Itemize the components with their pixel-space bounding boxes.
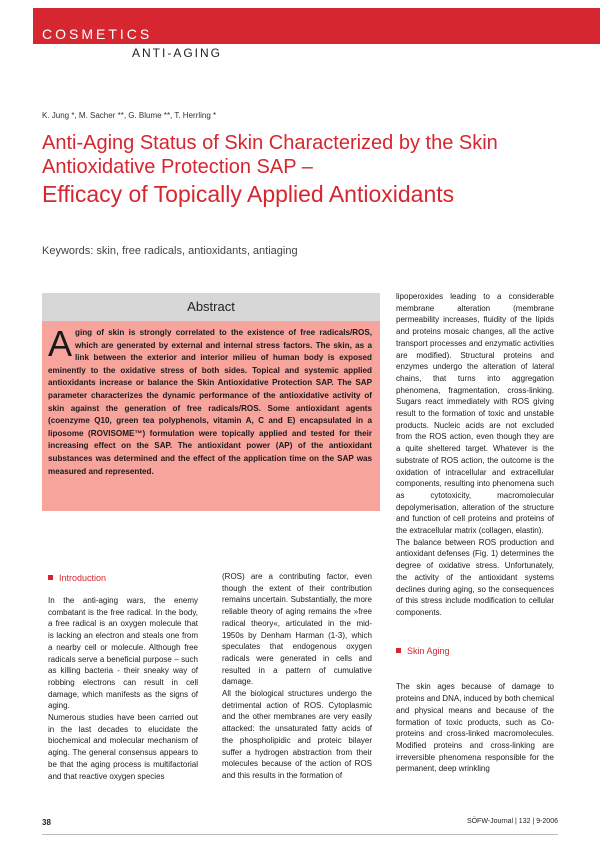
skin-aging-heading [396, 646, 554, 658]
article-subtitle: Efficacy of Topically Applied Antioxidants [42, 181, 455, 207]
article-title: Anti-Aging Status of Skin Characterized by the Skin Antioxidative Protection SAP – [42, 132, 498, 178]
subsection-title: ANTI-AGING [132, 46, 223, 60]
skin-aging-heading-label: Skin Aging [407, 645, 450, 656]
section-square-icon [48, 575, 53, 580]
abstract-body: ging of skin is strongly correlated to the existence of free radicals/ROS, which are generated by external and internal stress factors. The skin, as a link between the exterior and interior milieu of human body is exposed eminently to the oxidative stress of both sides. Topical and systemic applied antioxidants increase or balance the Skin Antioxidative Protection SAP. The SAP parameter characterizes the dynamic performance of the antioxidative activity of skin against the generation of free radicals/ROS. Some antioxidant agents (coenzyme Q10, green tea polyphenols, vitamin A, C and E) encapsulated in a liposome (ROVISOME™) formulation were topically applied and tested for their increasing effect on the SAP. The antioxidant power (AP) of the antioxidant substances was determined and the effect of the application time on the SAP was measured and represented. [48, 328, 372, 476]
middle-column [222, 571, 372, 782]
right-paragraph-3: The skin ages because of damage to proteins and DNA, induced by both chemical and physical means and because of the formation of toxic products, such as Co-proteins and cross-linked macromolecules. Modified proteins and cross-linking are irreversible phenomena responsible for the permanent, deep wrinkling [396, 682, 554, 774]
right-column [396, 291, 554, 775]
middle-paragraph-1: (ROS) are a contributing factor, even though the extent of their contribution remains uncertain. Substantially, the more reliable theory of aging remains the »free radical theory«, articulated in the mid-1950s by Denham Harman (1-3), which speculates that endogenous oxygen radicals were generated in cells and resulted in a pattern of cumulative damage. [222, 572, 372, 687]
abstract-dropcap: A [48, 323, 73, 364]
section-square-icon [396, 648, 401, 653]
journal-citation: SÖFW-Journal | 132 | 9-2006 [466, 818, 558, 825]
page-number: 38 [42, 818, 51, 827]
right-paragraph-2: The balance between ROS production and antioxidant defenses (Fig. 1) determines the degree of oxidative stress. Unfortunately, the activity of the antioxidant systems declines during aging, so the consequences of this stress include modification to cellular components. [396, 537, 554, 617]
abstract-heading: Abstract [42, 293, 380, 321]
authors: K. Jung *, M. Sacher **, G. Blume **, T. Herrling * [42, 111, 217, 120]
footer-divider [42, 834, 558, 835]
intro-paragraph-2: Numerous studies have been carried out in the last decades to elucidate the biochemical and molecular mechanism of aging. The general consensus appears to be that the aging process is multifactorial and that reactive oxygen species [48, 713, 198, 781]
introduction-heading-label: Introduction [59, 573, 107, 583]
left-column [48, 595, 198, 782]
section-title: COSMETICS [42, 26, 153, 42]
middle-paragraph-2: All the biological structures undergo the detrimental action of ROS. Cytoplasmic and the other membranes are very easily attacked: the unsaturated fatty acids of the phospholipidic and proteic bilayer suffer a hydrogen abstraction from their molecules because of the action of ROS and this results in the formation of [222, 689, 372, 780]
introduction-heading [48, 573, 106, 583]
abstract-text [48, 323, 372, 478]
right-paragraph-1: lipoperoxides leading to a considerable membrane alteration (membrane permeability increases, fluidity of the lipids and proteins mosaic changes, all the active transport processes and enzymatic activities are modified). Structural proteins and enzymes undergo the alteration of lateral chains, that turns into aggregation phenomena, fragmentation, cross-linking. Sugars react immediately with ROS giving result to the formation of toxic and unstable products. Nucleic acids are not excluded from the ROS action, even though they are a quite sheltered target. Whatever is the substrate of ROS action, the outcome is the oxidation of intracellular and extracellular components, resulting into phenomena such as cytotoxicity, macromolecular depolymerisation, alteration of the structure and function of cell proteins and proteins of the extracellular matrix (collagen, elastin). [396, 292, 554, 536]
intro-paragraph-1: In the anti-aging wars, the enemy combatant is the free radical. In the body, a free radical is an oxygen molecule that is lacking an electron and steals one from a nearby cell or molecule. Although free radicals serve a beneficial purpose – such as killing bacteria - their sneaky way of robbing electrons can result in cell damage, which manifests as the signs of aging. [48, 596, 198, 711]
keywords: Keywords: skin, free radicals, antioxidants, antiaging [42, 245, 298, 257]
